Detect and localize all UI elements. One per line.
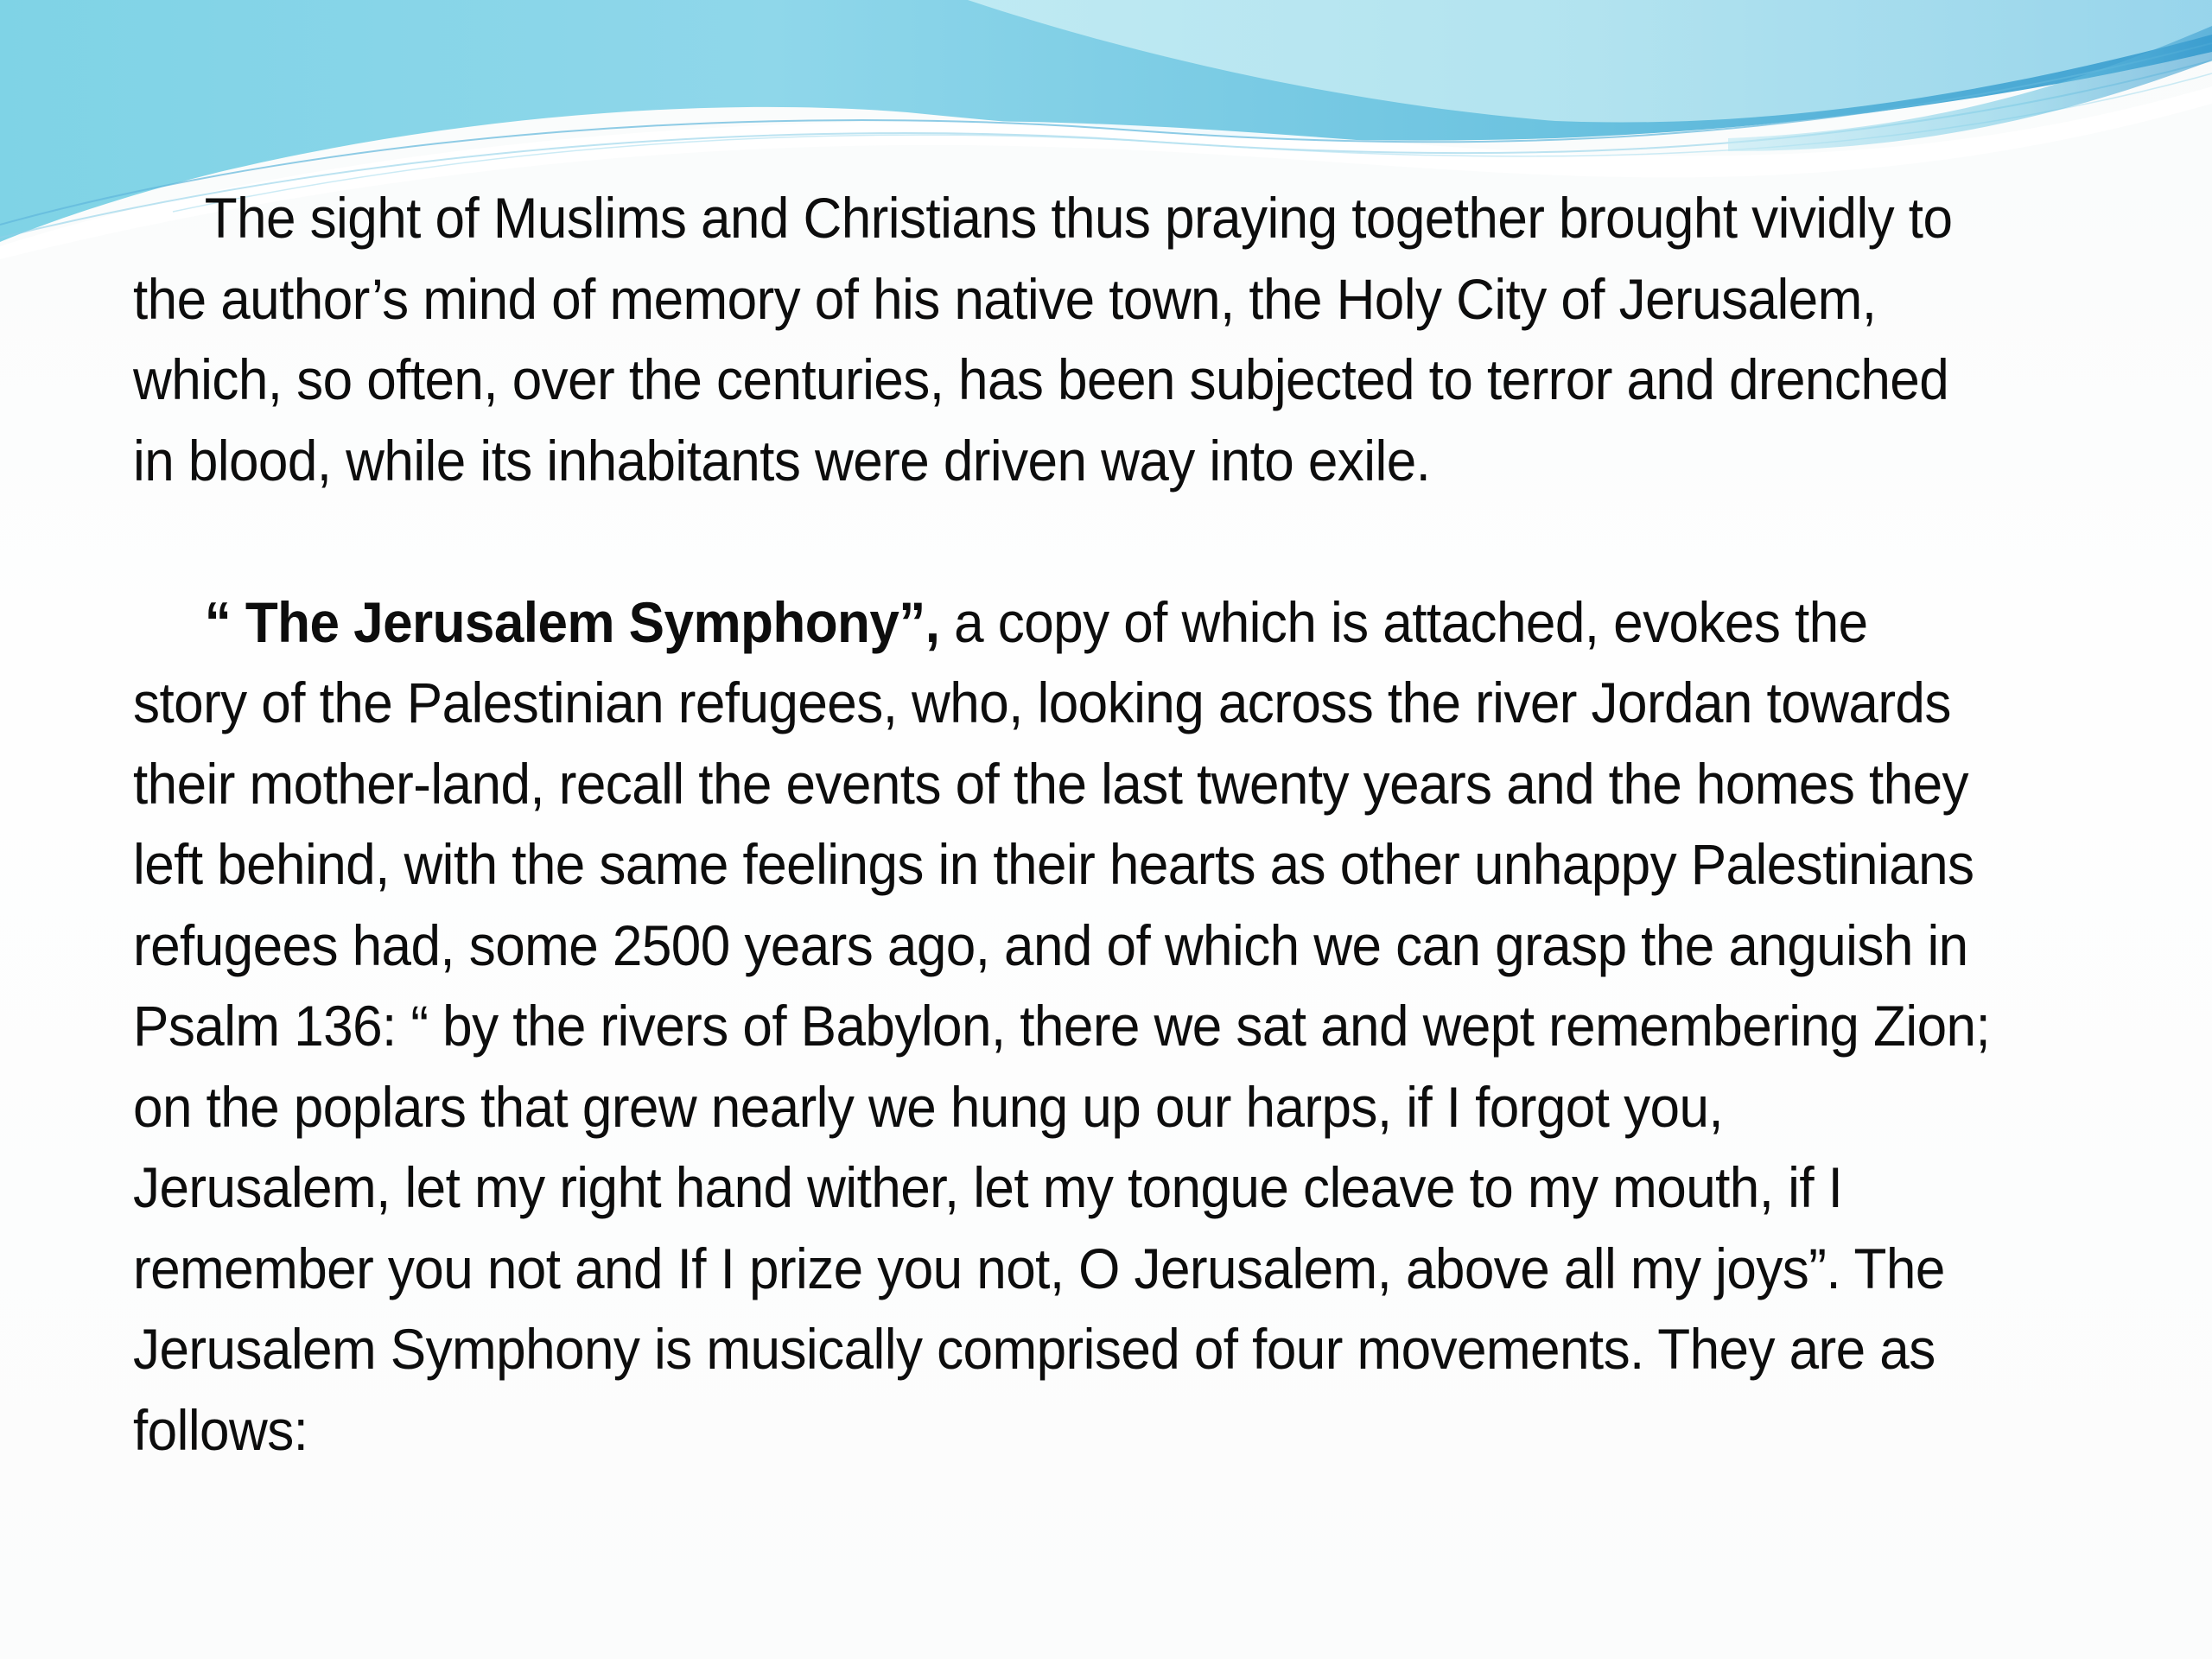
symphony-title: “ The Jerusalem Symphony”, xyxy=(204,589,940,654)
paragraph-1-text: The sight of Muslims and Christians thus praying together brought vividly to the author’s mind of memory of his native town, the Holy City of Jerusalem, which, so often, over the centuries, has been subjected to terror and drenched in blood, while its inhabitants were driven way into exile. xyxy=(133,186,1953,493)
paragraph-2 xyxy=(133,582,1993,1471)
body-text xyxy=(133,178,1993,1471)
paragraph-2-text: a copy of which is attached, evokes the story of the Palestinian refugees, who, looking across the river Jordan towards their mother-land, recall the events of the last twenty years and the homes they left behind, with the same feelings in their hearts as other unhappy Palestinians refugees had, some 2500 years ago, and of which we can grasp the anguish in Psalm 136: “ by the rivers of Babylon, there we sat and wept remembering Zion; on the poplars that grew nearly we hung up our harps, if I forgot you, Jerusalem, let my right hand wither, let my tongue cleave to my mouth, if I remember you not and If I prize you not, O Jerusalem, above all my joys”. The Jerusalem Symphony is musically comprised of four movements. They are as follows: xyxy=(133,589,1991,1462)
paragraph-1 xyxy=(133,178,1993,501)
